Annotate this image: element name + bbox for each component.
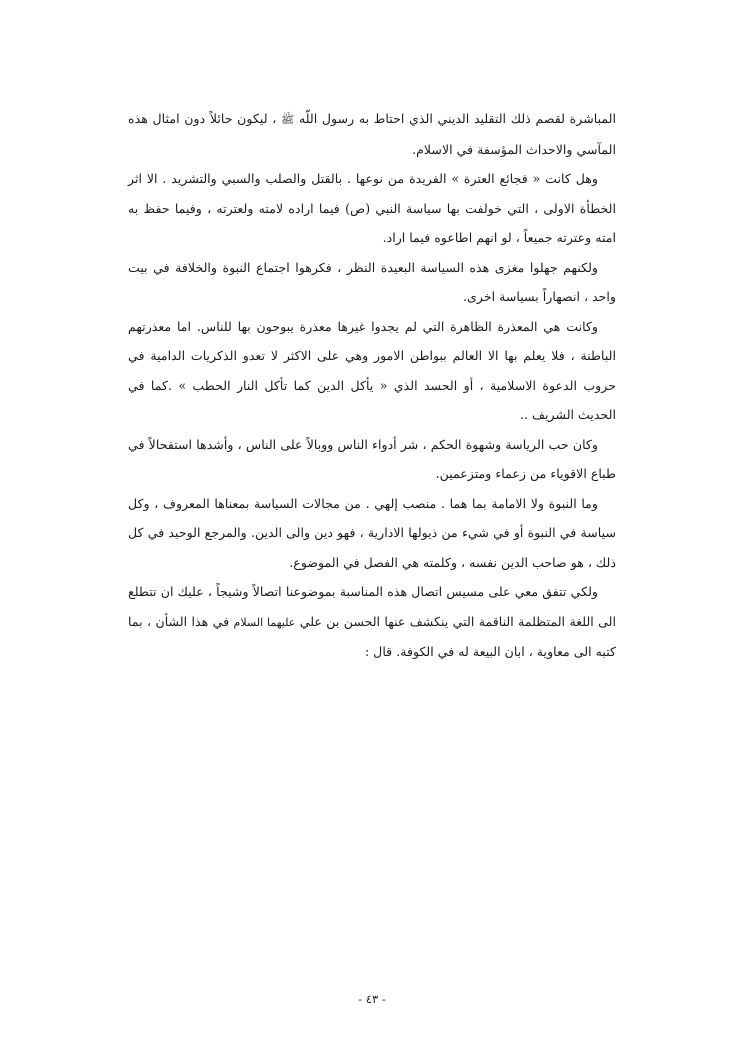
- paragraph-text: ، ليكون حائلاً دون امثال هذه المآسي والاحداث المؤسفة في الاسلام.: [128, 111, 616, 157]
- paragraph-text: في هذا الشأن ، بما كتبه الى معاوية ، ابان البيعة له في الكوفة. قال :: [128, 613, 616, 659]
- paragraph-text: وما النبوة ولا الامامة بما هما . منصب إلهي . من مجالات السياسة بمعناها المعروف ، وكل سياسة في النبوة أو في شيء من ذيولها الادارية ، فهو دين والى الدين. والمرجع الوحيد في كل ذلك ، هو صاحب الدين نفسه ، وكلمته هي الفصل في الموضوع.: [128, 495, 616, 570]
- paragraph-text: وهل كانت « فجائع العترة » الفريدة من نوعها . بالقتل والصلب والسبي والتشريد . الا اثر الخطأة الاولى ، التي خولفت بها سياسة النبي (ص) فيما اراده لامته ولعترته ، وفيما حفظ به امته وعترته جميعاً ، لو انهم اطاعوه فيما اراد.: [128, 171, 616, 245]
- paragraph: [128, 430, 616, 489]
- paragraph-text: وكانت هي المعذرة الظاهرة التي لم يجدوا غيرها معذرة يبوحون بها للناس. اما معذرتهم الباطنة ، فلا يعلم بها الا العالم ببواطن الامور وهي على الاكثر لا تعدو الذكريات الدامية في حروب الدعوة الاسلامية ، أو الحسد الذي « يأكل الدين كما تأكل النار الحطب » .كما في الحديث الشريف ..: [128, 318, 616, 422]
- paragraph: [128, 104, 616, 164]
- paragraph: [128, 312, 616, 430]
- paragraph-text: وكان حب الرياسة وشهوة الحكم ، شر أدواء الناس ووبالاً على الناس ، وأشدها استفحالاً في طباع الاقوياء من زعماء ومتزعمين.: [128, 436, 616, 481]
- paragraph-text: المباشرة لقصم ذلك التقليد الديني الذي احتاط به رسول اللّه: [294, 111, 616, 126]
- paragraph: [128, 253, 616, 312]
- paragraph-text: ولكنهم جهلوا مغزى هذه السياسة البعيدة النظر ، فكرهوا اجتماع النبوة والخلافة في بيت واحد ، انصهاراً بسياسة اخرى.: [128, 259, 616, 304]
- paragraph: [128, 577, 616, 667]
- page-number: - ٤٣ -: [358, 992, 386, 1006]
- paragraph-text: ولكي تتفق معي على مسيس اتصال هذه المناسبة بموضوعنا اتصالاً وشيجاً ، عليك ان تتطلع الى اللغة المتظلمة الناقمة التي ينكشف عنها الحسن بن علي: [128, 584, 616, 629]
- paragraph: [128, 489, 616, 578]
- honorific-symbol: ﷺ: [280, 113, 295, 126]
- honorific-symbol: عليهما السلام: [233, 615, 296, 629]
- paragraph: [128, 164, 616, 253]
- body-text: [128, 104, 616, 667]
